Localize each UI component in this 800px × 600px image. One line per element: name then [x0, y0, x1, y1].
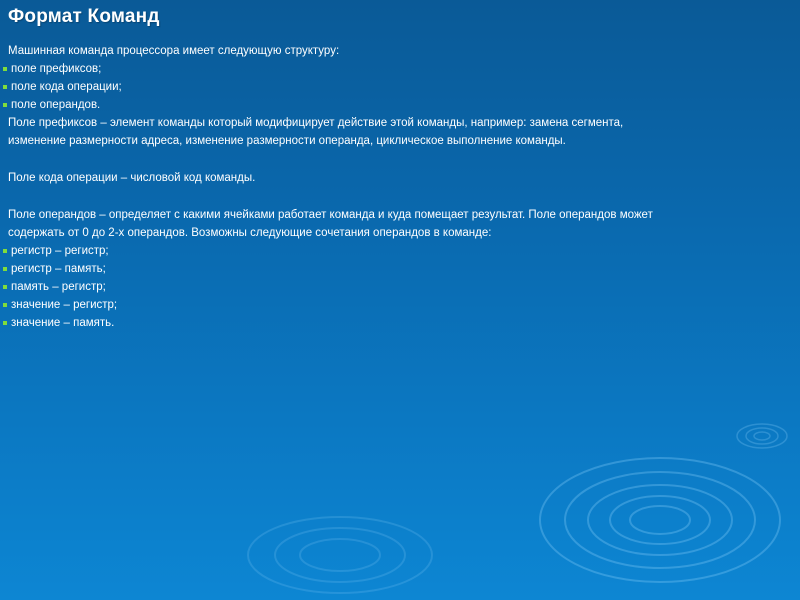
bullet-icon [3, 303, 7, 307]
list-item [2, 242, 782, 260]
list-item-text: поле префиксов; [11, 63, 102, 75]
list-item-text: память – регистр; [11, 281, 106, 293]
intro-text: Машинная команда процессора имеет следующую структуру: [8, 45, 340, 57]
list-item [2, 78, 782, 96]
operands-paragraph-line-1: Поле операндов – определяет с какими ячейками работает команда и куда помещает результат. Поле операндов может [8, 209, 653, 221]
bullet-icon [3, 85, 7, 89]
slide-title: Формат Команд [8, 6, 160, 27]
list-item [2, 96, 782, 114]
list-item [2, 60, 782, 78]
slide-content [2, 42, 782, 332]
prefix-paragraph-line-2: изменение размерности адреса, изменение размерности операнда, циклическое выполнение команды. [8, 135, 566, 147]
bullet-icon [3, 249, 7, 253]
list-item [2, 260, 782, 278]
prefix-paragraph-line-1: Поле префиксов – элемент команды который модифицирует действие этой команды, например: замена сегмента, [8, 117, 624, 129]
operands-paragraph-line-2: содержать от 0 до 2-х операндов. Возможны следующие сочетания операндов в команде: [8, 227, 492, 239]
list-item-text: поле операндов. [11, 99, 101, 111]
bullet-icon [3, 103, 7, 107]
list-item [2, 278, 782, 296]
list-item [2, 314, 782, 332]
list-item [2, 296, 782, 314]
bullet-icon [3, 285, 7, 289]
list-item-text: значение – память. [11, 317, 115, 329]
bullet-icon [3, 267, 7, 271]
list-item-text: регистр – память; [11, 263, 106, 275]
bullet-icon [3, 67, 7, 71]
bullet-icon [3, 321, 7, 325]
list-item-text: поле кода операции; [11, 81, 122, 93]
opcode-paragraph: Поле кода операции – числовой код команды. [8, 172, 256, 184]
list-item-text: значение – регистр; [11, 299, 118, 311]
list-item-text: регистр – регистр; [11, 245, 109, 257]
